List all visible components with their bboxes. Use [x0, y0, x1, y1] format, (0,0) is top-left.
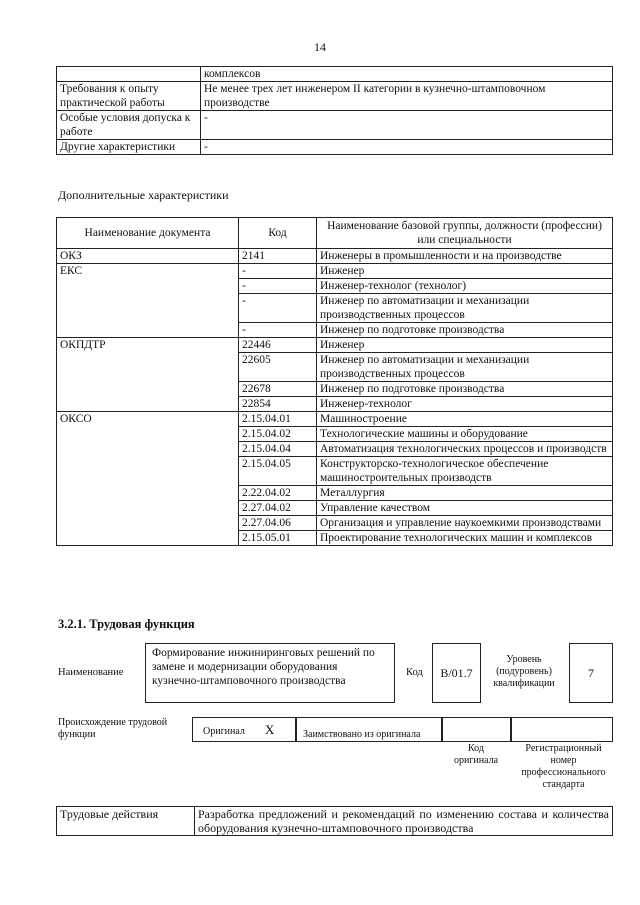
row-value: Не менее трех лет инженером II категории в кузнечно-штамповочном производстве: [201, 82, 613, 111]
labor-actions-label: Трудовые действия: [57, 807, 195, 836]
original-mark: X: [265, 722, 275, 737]
characteristics-table: [56, 217, 613, 546]
name-cell: Инженер по автоматизации и механизации производственных процессов: [317, 353, 613, 382]
code-original-caption: Код оригинала: [453, 743, 499, 766]
code-cell: 2.15.04.01: [239, 412, 317, 427]
doc-name-cell: ОКЗ: [57, 249, 239, 264]
code-cell: 22854: [239, 397, 317, 412]
name-cell: Технологические машины и оборудование: [317, 427, 613, 442]
name-cell: Проектирование технологических машин и комплексов: [317, 531, 613, 546]
code-cell: 2.27.04.06: [239, 516, 317, 531]
name-label: Наименование: [58, 667, 124, 678]
name-cell: Машиностроение: [317, 412, 613, 427]
name-cell: Инженер по подготовке производства: [317, 323, 613, 338]
origin-label: Происхождение трудовой функции: [58, 717, 168, 740]
requirements-table: [56, 66, 613, 155]
name-cell: Организация и управление наукоемкими производствами: [317, 516, 613, 531]
name-cell: Инженер-технолог: [317, 397, 613, 412]
code-cell: 2.15.05.01: [239, 531, 317, 546]
table-row: [57, 338, 613, 353]
additional-title: Дополнительные характеристики: [58, 188, 229, 202]
name-cell: Автоматизация технологических процессов и производств: [317, 442, 613, 457]
page-number: 14: [314, 40, 326, 54]
code-cell: 2.27.04.02: [239, 501, 317, 516]
borrowed-cell: [296, 717, 442, 742]
code-cell: -: [239, 279, 317, 294]
original-cell: [192, 717, 296, 742]
level-label: Уровень (подуровень) квалификации: [493, 654, 555, 689]
name-cell: Конструкторско-технологическое обеспечение машиностроительных производств: [317, 457, 613, 486]
col-header-code: Код: [239, 218, 317, 249]
name-cell: Инженер по автоматизации и механизации производственных процессов: [317, 294, 613, 323]
name-cell: Инженер по подготовке производства: [317, 382, 613, 397]
code-cell: 2.15.04.05: [239, 457, 317, 486]
labor-actions-value: Разработка предложений и рекомендаций по изменению состава и количества оборудования кузнечно-штамповочного производства: [195, 807, 613, 836]
function-code-box: B/01.7: [432, 643, 481, 703]
code-cell: 2141: [239, 249, 317, 264]
name-cell: Металлургия: [317, 486, 613, 501]
table-row: [57, 140, 613, 155]
labor-actions-table: [56, 806, 613, 836]
code-cell: 2.15.04.04: [239, 442, 317, 457]
code-cell: 2.22.04.02: [239, 486, 317, 501]
col-header-doc: Наименование документа: [57, 218, 239, 249]
table-header: [57, 218, 613, 249]
row-label: Требования к опыту практической работы: [57, 82, 201, 111]
code-cell: -: [239, 294, 317, 323]
code-cell: 2.15.04.02: [239, 427, 317, 442]
row-value: -: [201, 140, 613, 155]
code-cell: 22678: [239, 382, 317, 397]
name-cell: Инженер: [317, 264, 613, 279]
table-row: [57, 264, 613, 279]
row-label: Другие характеристики: [57, 140, 201, 155]
table-row: [57, 249, 613, 264]
code-cell: -: [239, 264, 317, 279]
table-row: [57, 412, 613, 427]
reg-number-cell: [511, 717, 613, 742]
original-label: Оригинал: [203, 726, 245, 737]
function-name-box: Формирование инжиниринговых решений по замене и модернизации оборудования кузнечно-штамповочного производства: [145, 643, 395, 703]
name-cell: Инженеры в промышленности и на производстве: [317, 249, 613, 264]
section-heading: 3.2.1. Трудовая функция: [58, 617, 195, 631]
code-original-cell: [442, 717, 511, 742]
table-row: [57, 111, 613, 140]
borrowed-label: Заимствовано из оригинала: [303, 729, 421, 740]
doc-name-cell: ОКПДТР: [57, 338, 239, 412]
doc-name-cell: ЕКС: [57, 264, 239, 338]
name-cell: Инженер: [317, 338, 613, 353]
name-cell: Управление качеством: [317, 501, 613, 516]
row-label: Особые условия допуска к работе: [57, 111, 201, 140]
continuation-text: комплексов: [201, 67, 613, 82]
table-row: [57, 82, 613, 111]
code-cell: -: [239, 323, 317, 338]
code-cell: 22605: [239, 353, 317, 382]
row-value: -: [201, 111, 613, 140]
table-row: [57, 67, 613, 82]
reg-number-caption: Регистрационный номер профессионального стандарта: [521, 743, 606, 790]
name-cell: Инженер-технолог (технолог): [317, 279, 613, 294]
col-header-name: Наименование базовой группы, должности (профессии) или специальности: [317, 218, 613, 249]
code-cell: 22446: [239, 338, 317, 353]
level-box: 7: [569, 643, 613, 703]
table-row: [57, 807, 613, 836]
code-label: Код: [406, 667, 423, 678]
doc-name-cell: ОКСО: [57, 412, 239, 546]
